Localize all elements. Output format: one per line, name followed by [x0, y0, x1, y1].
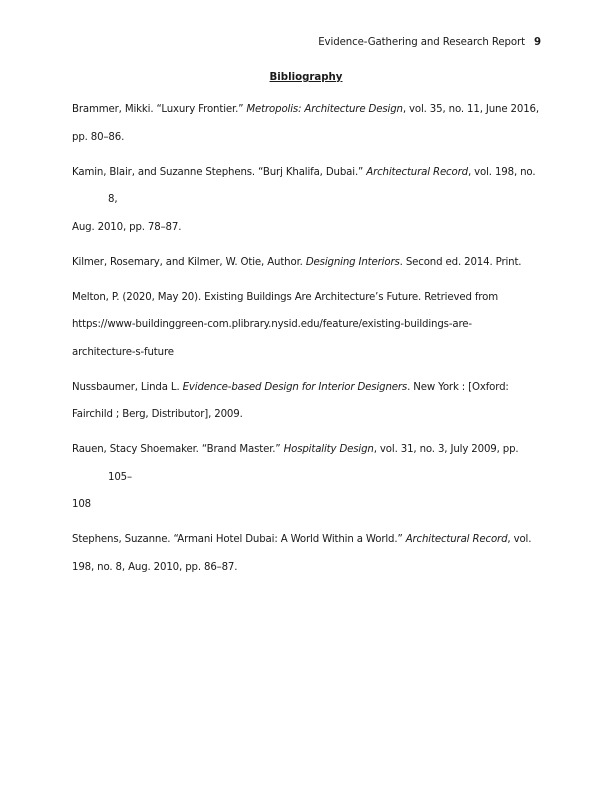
bibliography-title: Bibliography	[269, 72, 343, 83]
entry-url: https://www-buildinggreen-com.plibrary.nysid.edu/feature/existing-buildings-are-	[72, 319, 472, 330]
bibliography-entry-stephens	[72, 526, 542, 581]
entry-url-continued: architecture-s-future	[72, 346, 174, 358]
entry-text: Nussbaumer, Linda L.	[72, 381, 183, 393]
bibliography-entry-kamin	[72, 159, 542, 242]
page-number: 9	[534, 37, 541, 48]
running-header-title: Evidence-Gathering and Research Report	[318, 37, 525, 48]
bibliography-entry-kilmer	[72, 249, 542, 277]
entry-text: Brammer, Mikki. “Luxury Frontier.”	[72, 104, 247, 115]
entry-text: . Second ed. 2014. Print.	[399, 256, 522, 268]
entry-text: . New York : [Oxford:	[407, 381, 509, 393]
entry-source-title: Architectural Record	[405, 534, 508, 545]
bibliography-entry-brammer	[72, 96, 542, 151]
entry-source-title: Hospitality Design	[283, 444, 374, 455]
entry-text: , vol. 35, no. 11, June 2016,	[402, 104, 539, 115]
bibliography-entry-rauen	[72, 436, 542, 519]
entry-text-continued: 108	[72, 499, 91, 510]
entry-text: Stephens, Suzanne. “Armani Hotel Dubai: A World Within a World.”	[72, 534, 406, 545]
entry-text: Kilmer, Rosemary, and Kilmer, W. Otie, Author.	[72, 256, 306, 268]
entry-text: , vol.	[507, 534, 532, 545]
entry-text-continued: Aug. 2010, pp. 78–87.	[72, 221, 182, 233]
entry-text: , vol. 31, no. 3, July 2009, pp. 105–	[108, 444, 519, 483]
entry-text: Rauen, Stacy Shoemaker. “Brand Master.”	[72, 444, 284, 455]
entry-text-continued: Fairchild ; Berg, Distributor], 2009.	[72, 409, 243, 420]
entry-text-continued: pp. 80–86.	[72, 131, 125, 143]
bibliography-entry-nussbaumer	[72, 374, 542, 429]
entry-text: Melton, P. (2020, May 20). Existing Buildings Are Architecture’s Future. Retrieved from	[72, 291, 498, 303]
entry-text-continued: 198, no. 8, Aug. 2010, pp. 86–87.	[72, 561, 238, 573]
bibliography-entry-melton	[72, 284, 542, 367]
entry-text: , vol. 198, no. 8,	[108, 166, 536, 205]
entry-source-title: Architectural Record	[366, 166, 468, 178]
entry-text: Kamin, Blair, and Suzanne Stephens. “Burj Khalifa, Dubai.”	[72, 166, 367, 178]
running-header	[318, 37, 541, 48]
entry-source-title: Evidence-based Design for Interior Designers	[182, 381, 408, 393]
entry-source-title: Metropolis: Architecture Design	[246, 104, 403, 115]
entry-source-title: Designing Interiors	[305, 256, 400, 268]
bibliography-list	[72, 96, 542, 589]
